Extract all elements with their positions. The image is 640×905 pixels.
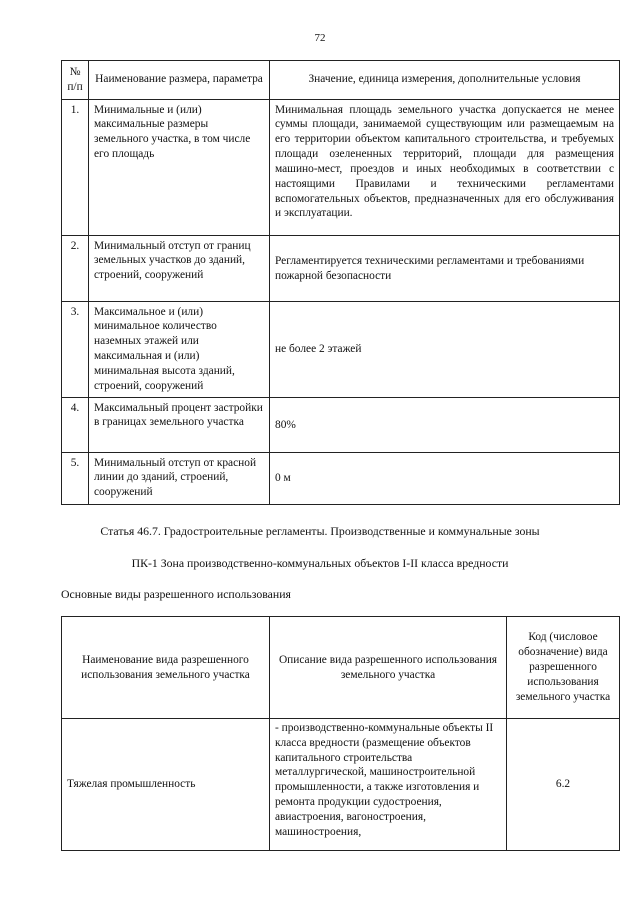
table-row [62,235,620,301]
parameter-value: не более 2 этажей [270,301,620,397]
parameter-name: Минимальный отступ от красной линии до зданий, строений, сооружений [89,452,270,504]
row-number: 2. [62,235,89,301]
table-row [62,452,620,504]
parameter-name: Максимальное и (или) минимальное количество наземных этажей или максимальная и (или) минимальная высота зданий, строений, сооружений [89,301,270,397]
permitted-uses-table [61,616,620,851]
uses-subtitle: Основные виды разрешенного использования [61,587,291,601]
table-row [62,397,620,452]
parameter-name: Минимальные и (или) максимальные размеры земельного участка, в том числе его площадь [89,99,270,235]
parameter-name: Максимальный процент застройки в границах земельного участка [89,397,270,452]
table-row [62,301,620,397]
header-use-description: Описание вида разрешенного использования земельного участка [270,617,507,719]
table-row [62,719,620,851]
parameter-value: Минимальная площадь земельного участка допускается не менее суммы площади, занимаемой существующим или размещаемым на его территории объектом капитального строительства, и требуемых площади озелененных территорий, площади для размещения машино-мест, проездов и иных необходимых в соответствии с настоящими Правилами и техническими регламентами вспомогательных объектов, предназначенных для его обслуживания и эксплуатации. [270,99,620,235]
article-heading: Статья 46.7. Градостроительные регламенты. Производственные и коммунальные зоны [100,524,540,538]
parameter-name: Минимальный отступ от границ земельных участков до зданий, строений, сооружений [89,235,270,301]
zone-heading: ПК-1 Зона производственно-коммунальных объектов I-II класса вредности [131,556,509,570]
row-number: 5. [62,452,89,504]
parameter-value: Регламентируется техническими регламентами и требованиями пожарной безопасности [270,235,620,301]
parameter-value: 80% [270,397,620,452]
header-parameter-name: Наименование размера, параметра [89,61,270,100]
parameter-value: 0 м [270,452,620,504]
parameters-table [61,60,620,505]
row-number: 1. [62,99,89,235]
header-value: Значение, единица измерения, дополнительные условия [270,61,620,100]
table-header-row [62,617,620,719]
use-code: 6.2 [507,719,620,851]
row-number: 4. [62,397,89,452]
header-use-code: Код (числовое обозначение) вида разрешенного использования земельного участка [507,617,620,719]
header-use-name: Наименование вида разрешенного использования земельного участка [62,617,270,719]
row-number: 3. [62,301,89,397]
table-header-row [62,61,620,100]
header-num: № п/п [62,61,89,100]
table-row [62,99,620,235]
use-description: - производственно-коммунальные объекты II класса вредности (размещение объектов капитального строительства металлургической, машиностроительной промышленности, а также изготовления и ремонта продукции судостроения, авиастроения, вагоностроения, машиностроения, [270,719,507,851]
use-name: Тяжелая промышленность [62,719,270,851]
page-number: 72 [314,32,326,44]
